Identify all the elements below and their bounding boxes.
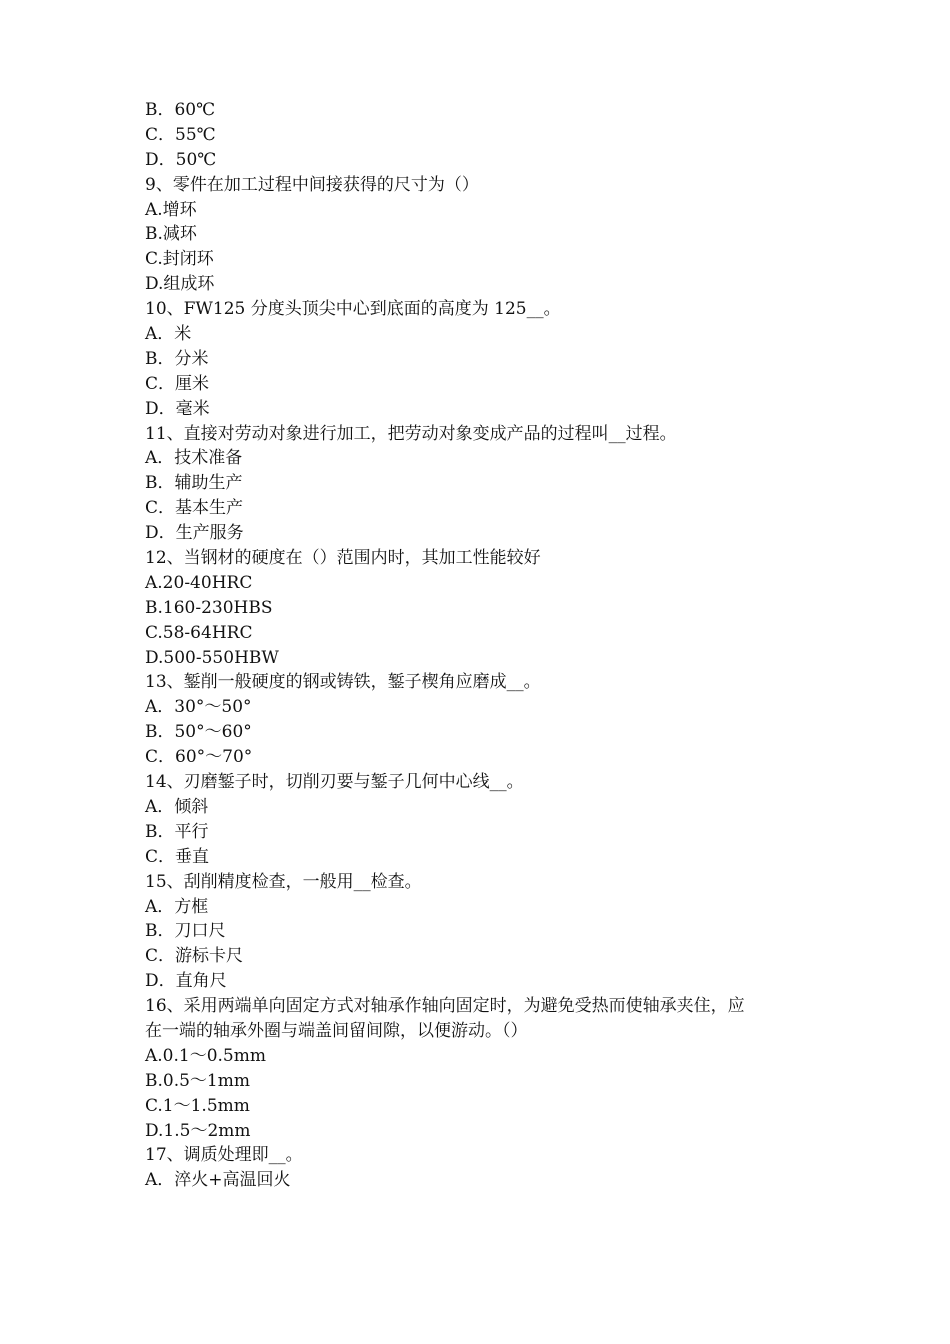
option-8d: D．50℃ [145,149,217,170]
option-13a: A．30°～50° [145,697,252,718]
question-16-line-2: 在一端的轴承外圈与端盖间留间隙，以便游动。（） [145,1020,528,1041]
document-page [145,98,815,1193]
question-15: 15、刮削精度检查，一般用__检查。 [145,871,422,892]
option-15c: C．游标卡尺 [145,946,244,967]
option-11b: B．辅助生产 [145,473,243,494]
option-9b: B.减环 [145,224,197,245]
question-17: 17、调质处理即__。 [145,1145,303,1166]
option-15b: B．刀口尺 [145,921,226,942]
option-12c: C.58-64HRC [145,622,253,643]
option-11d: D．生产服务 [145,523,244,544]
option-15a: A．方框 [145,896,209,917]
option-14c: C．垂直 [145,846,210,867]
option-16c: C.1～1.5mm [145,1095,250,1116]
question-9: 9、零件在加工过程中间接获得的尺寸为（） [145,174,479,195]
option-10c: C．厘米 [145,373,210,394]
option-9a: A.增环 [145,199,197,220]
option-9c: C.封闭环 [145,249,214,270]
option-12d: D.500-550HBW [145,647,279,668]
option-13b: B．50°～60° [145,722,252,743]
option-17a: A．淬火+高温回火 [145,1170,291,1191]
question-10: 10、FW125 分度头顶尖中心到底面的高度为 125__。 [145,299,561,320]
question-12: 12、当钢材的硬度在（）范围内时，其加工性能较好 [145,548,541,569]
option-8c: C．55℃ [145,124,216,145]
option-10a: A．米 [145,324,192,345]
option-14b: B．平行 [145,821,209,842]
option-14a: A．倾斜 [145,796,209,817]
option-10b: B．分米 [145,348,209,369]
option-15d: D．直角尺 [145,971,227,992]
question-14: 14、刃磨錾子时，切削刃要与錾子几何中心线__。 [145,772,524,793]
option-11c: C．基本生产 [145,498,244,519]
option-12a: A.20-40HRC [145,572,253,593]
option-12b: B.160-230HBS [145,597,273,618]
question-11: 11、直接对劳动对象进行加工，把劳动对象变成产品的过程叫__过程。 [145,423,677,444]
option-16d: D.1.5～2mm [145,1120,251,1141]
option-16b: B.0.5～1mm [145,1070,250,1091]
option-8b: B．60℃ [145,100,216,120]
option-16a: A.0.1～0.5mm [145,1045,266,1066]
question-13: 13、錾削一般硬度的钢或铸铁，錾子楔角应磨成__。 [145,672,541,693]
question-16-line-1: 16、采用两端单向固定方式对轴承作轴向固定时，为避免受热而使轴承夹住，应 [145,996,745,1017]
option-9d: D.组成环 [145,274,215,295]
option-10d: D．毫米 [145,398,210,419]
option-11a: A．技术准备 [145,448,243,469]
option-13c: C．60°～70° [145,747,253,768]
